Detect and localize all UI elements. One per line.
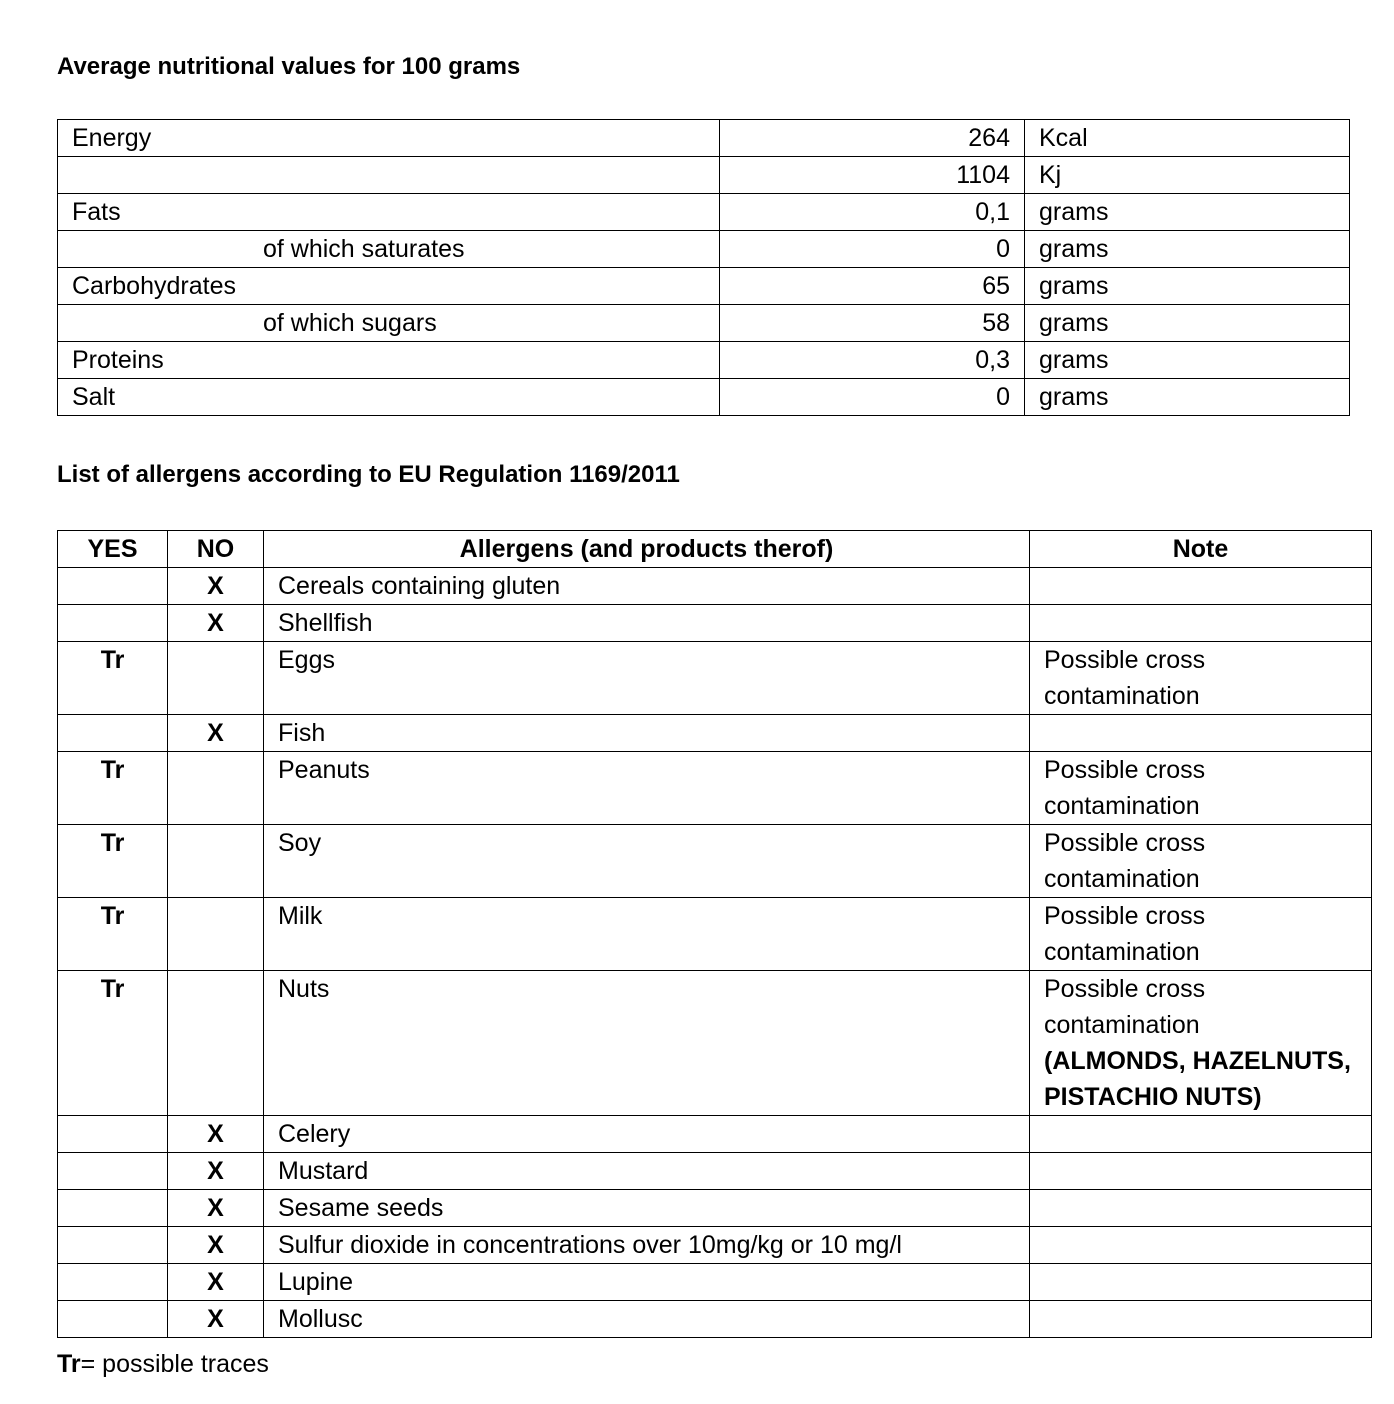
allergen-yes-mark bbox=[58, 605, 168, 642]
nutrient-unit: grams bbox=[1025, 268, 1350, 305]
nutrient-value: 65 bbox=[720, 268, 1025, 305]
allergen-yes-mark: Tr bbox=[58, 825, 168, 898]
allergen-note bbox=[1030, 715, 1372, 752]
nutrient-name: Fats bbox=[58, 194, 720, 231]
allergen-row bbox=[58, 825, 1372, 898]
allergen-name: Peanuts bbox=[264, 752, 1030, 825]
allergen-yes-mark bbox=[58, 1116, 168, 1153]
nutrition-row bbox=[58, 120, 1350, 157]
allergen-row bbox=[58, 1264, 1372, 1301]
allergen-yes-mark: Tr bbox=[58, 642, 168, 715]
allergen-note bbox=[1030, 1153, 1372, 1190]
nutrient-name: of which sugars bbox=[58, 305, 720, 342]
allergen-note bbox=[1030, 1116, 1372, 1153]
nutrition-row bbox=[58, 305, 1350, 342]
nutrition-row bbox=[58, 268, 1350, 305]
allergen-note-text: Possible cross contamination bbox=[1044, 829, 1206, 893]
footnote-definition: = possible traces bbox=[80, 1350, 269, 1378]
allergen-note-text: Possible cross contamination bbox=[1044, 975, 1206, 1039]
allergen-no-mark: X bbox=[168, 1153, 264, 1190]
nutrient-value: 1104 bbox=[720, 157, 1025, 194]
allergen-row bbox=[58, 1153, 1372, 1190]
allergen-yes-mark bbox=[58, 1227, 168, 1264]
allergen-no-mark: X bbox=[168, 1264, 264, 1301]
nutrient-name: Energy bbox=[58, 120, 720, 157]
allergen-name: Cereals containing gluten bbox=[264, 568, 1030, 605]
allergen-row bbox=[58, 1116, 1372, 1153]
nutrient-value: 0,3 bbox=[720, 342, 1025, 379]
allergen-no-mark: X bbox=[168, 1227, 264, 1264]
allergen-row bbox=[58, 1190, 1372, 1227]
allergen-yes-mark: Tr bbox=[58, 971, 168, 1116]
nutrient-unit: Kcal bbox=[1025, 120, 1350, 157]
nutrient-unit: grams bbox=[1025, 379, 1350, 416]
nutrition-row bbox=[58, 194, 1350, 231]
nutrition-title: Average nutritional values for 100 grams bbox=[57, 53, 521, 80]
allergen-note bbox=[1030, 752, 1372, 825]
nutrition-row bbox=[58, 379, 1350, 416]
allergens-title: List of allergens according to EU Regulation 1169/2011 bbox=[57, 461, 680, 488]
nutrient-unit: grams bbox=[1025, 342, 1350, 379]
allergen-name: Nuts bbox=[264, 971, 1030, 1116]
allergen-note bbox=[1030, 898, 1372, 971]
allergen-name: Soy bbox=[264, 825, 1030, 898]
allergen-no-mark bbox=[168, 971, 264, 1116]
allergen-yes-mark bbox=[58, 1153, 168, 1190]
allergen-yes-mark bbox=[58, 1301, 168, 1338]
nutrient-unit: grams bbox=[1025, 305, 1350, 342]
nutrient-value: 264 bbox=[720, 120, 1025, 157]
allergens-table bbox=[57, 530, 1372, 1338]
allergen-row bbox=[58, 605, 1372, 642]
allergen-yes-mark bbox=[58, 1264, 168, 1301]
nutrient-name: of which saturates bbox=[58, 231, 720, 268]
allergen-no-mark: X bbox=[168, 568, 264, 605]
allergens-header-row bbox=[58, 531, 1372, 568]
allergen-no-mark: X bbox=[168, 1116, 264, 1153]
allergen-name: Celery bbox=[264, 1116, 1030, 1153]
nutrient-name: Proteins bbox=[58, 342, 720, 379]
allergen-name: Fish bbox=[264, 715, 1030, 752]
allergen-yes-mark bbox=[58, 715, 168, 752]
allergen-name: Sesame seeds bbox=[264, 1190, 1030, 1227]
nutrient-unit: grams bbox=[1025, 194, 1350, 231]
allergen-no-mark bbox=[168, 825, 264, 898]
allergen-name: Mustard bbox=[264, 1153, 1030, 1190]
allergen-no-mark bbox=[168, 752, 264, 825]
footnote-term: Tr bbox=[57, 1350, 81, 1378]
allergen-row bbox=[58, 898, 1372, 971]
nutrient-unit: Kj bbox=[1025, 157, 1350, 194]
nutrient-name: Salt bbox=[58, 379, 720, 416]
allergen-row bbox=[58, 568, 1372, 605]
allergen-note-text: Possible cross contamination bbox=[1044, 756, 1206, 820]
nutrition-row bbox=[58, 231, 1350, 268]
allergen-name: Shellfish bbox=[264, 605, 1030, 642]
nutrient-value: 0 bbox=[720, 379, 1025, 416]
footnote bbox=[57, 1347, 269, 1381]
allergen-no-mark: X bbox=[168, 1190, 264, 1227]
allergen-no-mark bbox=[168, 642, 264, 715]
allergen-no-mark bbox=[168, 898, 264, 971]
nutrient-name: Carbohydrates bbox=[58, 268, 720, 305]
allergen-note bbox=[1030, 1264, 1372, 1301]
allergen-note bbox=[1030, 568, 1372, 605]
allergen-note bbox=[1030, 1301, 1372, 1338]
nutrient-value: 0 bbox=[720, 231, 1025, 268]
allergen-yes-mark bbox=[58, 1190, 168, 1227]
nutrient-name bbox=[58, 157, 720, 194]
nutrient-unit: grams bbox=[1025, 231, 1350, 268]
allergen-note bbox=[1030, 1227, 1372, 1264]
header-no: NO bbox=[168, 531, 264, 568]
allergen-name: Sulfur dioxide in concentrations over 10mg/kg or 10 mg/l bbox=[264, 1227, 1030, 1264]
allergen-note bbox=[1030, 605, 1372, 642]
allergen-note-detail: (ALMONDS, HAZELNUTS, PISTACHIO NUTS) bbox=[1044, 1047, 1351, 1111]
allergen-no-mark: X bbox=[168, 715, 264, 752]
nutrition-row bbox=[58, 342, 1350, 379]
header-yes: YES bbox=[58, 531, 168, 568]
allergen-no-mark: X bbox=[168, 605, 264, 642]
allergen-row bbox=[58, 1301, 1372, 1338]
allergen-note bbox=[1030, 1190, 1372, 1227]
allergen-row bbox=[58, 1227, 1372, 1264]
allergen-name: Lupine bbox=[264, 1264, 1030, 1301]
allergen-yes-mark: Tr bbox=[58, 898, 168, 971]
allergen-row bbox=[58, 642, 1372, 715]
allergen-note bbox=[1030, 825, 1372, 898]
header-allergen: Allergens (and products therof) bbox=[264, 531, 1030, 568]
allergen-row bbox=[58, 715, 1372, 752]
allergen-note-text: Possible cross contamination bbox=[1044, 902, 1206, 966]
allergen-note-text: Possible cross contamination bbox=[1044, 646, 1206, 710]
nutrition-row bbox=[58, 157, 1350, 194]
allergen-name: Eggs bbox=[264, 642, 1030, 715]
allergen-no-mark: X bbox=[168, 1301, 264, 1338]
nutrition-table bbox=[57, 119, 1350, 416]
allergen-yes-mark bbox=[58, 568, 168, 605]
allergen-yes-mark: Tr bbox=[58, 752, 168, 825]
allergen-row bbox=[58, 752, 1372, 825]
allergen-note bbox=[1030, 971, 1372, 1116]
allergen-note bbox=[1030, 642, 1372, 715]
header-note: Note bbox=[1030, 531, 1372, 568]
allergen-name: Mollusc bbox=[264, 1301, 1030, 1338]
nutrient-value: 58 bbox=[720, 305, 1025, 342]
nutrient-value: 0,1 bbox=[720, 194, 1025, 231]
allergen-name: Milk bbox=[264, 898, 1030, 971]
allergen-row bbox=[58, 971, 1372, 1116]
